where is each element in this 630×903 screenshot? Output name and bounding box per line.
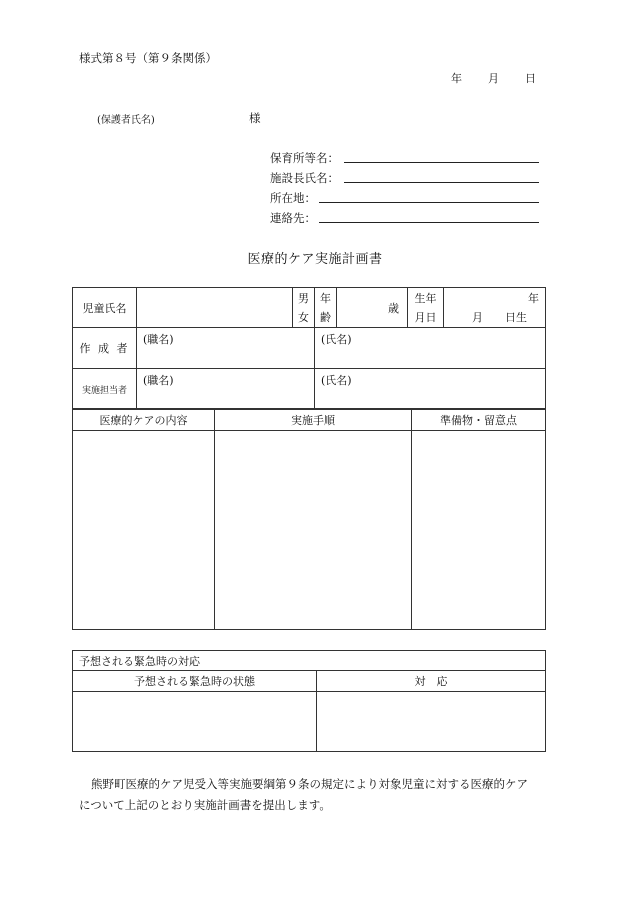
statement-line-1: 熊野町医療的ケア児受入等実施要綱第９条の規定により対象児童に対する医療的ケア [91,777,528,791]
procedure-field[interactable] [215,431,412,630]
staff-position-label: (職名) [143,374,174,387]
submission-statement [79,774,559,816]
facility-name-field[interactable] [344,162,539,163]
age-field[interactable] [337,288,408,328]
child-name-label: 児童氏名 [73,288,137,328]
age-unit: 歳 [388,301,399,315]
staff-name-label: (氏名) [321,374,352,387]
child-name-field[interactable] [137,288,293,328]
care-details-table [72,408,546,630]
facility-name-label: 保育所等名： [270,151,339,165]
address-label: 所在地： [270,191,316,205]
author-position-label: (職名) [143,333,174,346]
guardian-name-label: (保護者氏名) [97,115,155,126]
dob-year-label: 年 [528,291,539,305]
director-name-label: 施設長氏名： [270,171,339,185]
emergency-response-header: 対 応 [317,671,546,692]
emergency-table [72,650,546,752]
date-day-label: 日 [525,72,536,85]
honorific: 様 [249,111,261,125]
staff-position-field[interactable] [137,369,315,410]
sex-male-label[interactable]: 男 [293,288,315,308]
dob-year-field[interactable] [444,288,546,308]
care-content-header: 医療的ケアの内容 [73,409,215,431]
emergency-state-header: 予想される緊急時の状態 [73,671,317,692]
emergency-response-field[interactable] [317,692,546,752]
form-number: 様式第８号（第９条関係） [79,51,217,65]
care-content-field[interactable] [73,431,215,630]
contact-label: 連絡先： [270,211,316,225]
staff-label: 実施担当者 [73,369,137,410]
preparation-notes-field[interactable] [412,431,546,630]
procedure-header: 実施手順 [215,409,412,431]
age-label-top: 年 [315,288,337,308]
dob-label-top: 生年 [408,288,444,308]
director-name-field[interactable] [344,182,539,183]
emergency-heading: 予想される緊急時の対応 [73,651,546,671]
dob-month-day-field[interactable] [444,308,546,328]
author-label: 作 成 者 [73,328,137,369]
author-position-field[interactable] [137,328,315,369]
preparation-notes-header: 準備物・留意点 [412,409,546,431]
emergency-state-field[interactable] [73,692,317,752]
age-label-bottom: 齢 [315,308,337,328]
dob-month-label: 月 [472,311,483,325]
dob-label-bottom: 月日 [408,308,444,328]
author-name-label: (氏名) [321,333,352,346]
date-year-label: 年 [451,72,462,85]
staff-name-field[interactable] [315,369,546,410]
dob-day-label: 日生 [505,311,527,325]
statement-line-2: について上記のとおり実施計画書を提出します。 [79,798,331,812]
sex-female-label[interactable]: 女 [293,308,315,328]
document-title: 医療的ケア実施計画書 [247,252,383,267]
author-name-field[interactable] [315,328,546,369]
date-month-label: 月 [488,72,499,85]
contact-field[interactable] [319,222,539,223]
child-info-table [72,287,546,410]
address-field[interactable] [319,202,539,203]
